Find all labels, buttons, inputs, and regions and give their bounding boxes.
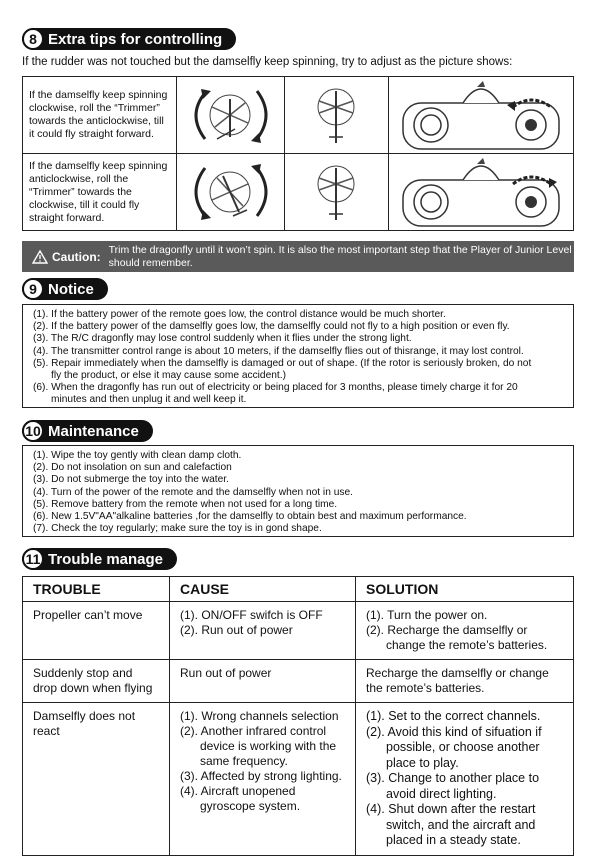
cause-line: (2). Run out of power [180,623,293,637]
list-item: (6). When the dragonfly has run out of electricity or being placed for 3 months, please timely charge it for 20 [33,382,518,394]
solution-line: (1). Turn the power on. [366,608,488,622]
table-header-row [23,577,574,602]
trim-tip-text: If the damselfly keep spinning clockwise, roll the “Trimmer” towards the anticlockwise, till it could fly straight forward. [23,77,177,154]
section-10-header [22,420,153,442]
trim-tips-table [22,76,574,231]
section-title: Extra tips for controlling [48,30,223,48]
solution-line: (4). Shut down after the restart switch, and the aircraft and placed in a steady state. [366,802,536,847]
solution-line: (2). Avoid this kind of sifuation if possible, or choose another place to play. [366,724,542,770]
list-item: (6). New 1.5V"AA"alkaline batteries ,for the damselfly to obtain best and maximum performance. [33,511,467,523]
list-item: (7). Check the toy regularly; make sure the toy is in gond shape. [33,523,322,535]
cause-line: (3). Affected by strong lighting. [180,769,342,783]
trouble-cell: Propeller can’t move [23,602,170,660]
section-8-header [22,28,236,50]
section-number: 9 [22,278,44,300]
trouble-cell: Suddenly stop and drop down when flying [23,660,170,703]
spinning-clockwise-illustration [177,77,285,154]
flying-straight-illustration [285,77,389,154]
trouble-cell: Damselfly does not react [23,703,170,856]
warning-triangle-icon [32,250,48,264]
solution-cell: Recharge the damselfly or change the remote’s batteries. [356,660,574,703]
list-item: (4). The transmitter control range is about 10 meters, if the damselfly flies out of thisrange, it may lost control. [33,345,524,357]
cause-line: (4). Aircraft unopened gyroscope system. [180,784,301,813]
cause-line: (1). ON/OFF swifch is OFF [180,608,323,622]
list-item-continuation: fly the product, or else it may cause some accident.) [51,370,286,382]
column-header-solution: SOLUTION [356,577,574,602]
remote-trimmer-clockwise-illustration [389,154,574,231]
list-item: (3). The R/C dragonfly may lose control suddenly when it flies under the strong light. [33,333,412,345]
list-item: (1). Wipe the toy gently with clean damp cloth. [33,450,242,461]
list-item-continuation: minutes and then unplug it and well keep it. [51,394,247,406]
section-11-header [22,548,177,570]
section-title: Maintenance [48,422,139,440]
cause-cell [170,602,356,660]
list-item: (2). Do not insolation on sun and calefaction [33,462,232,474]
solution-line: (3). Change to another place to avoid direct lighting. [366,771,540,801]
maintenance-list [22,445,574,537]
list-item: (2). If the battery power of the damselfly goes low, the damselfly could not fly to a high position or even fly. [33,321,510,333]
section-title: Notice [48,280,94,298]
cause-cell: Run out of power [170,660,356,703]
cause-cell [170,703,356,856]
trim-tip-row-clockwise [23,77,574,154]
cause-line: (2). Another infrared control device is working with the same frequency. [180,724,337,768]
solution-line: (1). Set to the correct channels. [366,709,541,723]
section-number: 8 [22,28,44,50]
column-header-cause: CAUSE [170,577,356,602]
trim-tip-row-anticlockwise [23,154,574,231]
flying-straight-illustration [285,154,389,231]
table-row [23,660,574,703]
section-number: 11 [22,548,44,570]
remote-trimmer-anticlockwise-illustration [389,77,574,154]
solution-cell [356,602,574,660]
section-9-header [22,278,108,300]
solution-line: (2). Recharge the damselfly or change the remote’s batteries. [366,623,548,652]
table-row [23,703,574,856]
notice-list [22,304,574,408]
section-8-intro: If the rudder was not touched but the damselfly keep spinning, try to adjust as the picture shows: [22,56,513,68]
caution-label: Caution: [52,249,101,264]
list-item: (5). Repair immediately when the damselfly is damaged or out of shape. (If the rotor is seriously broken, do not [33,357,532,369]
spinning-anticlockwise-illustration [177,154,285,231]
cause-line: (1). Wrong channels selection [180,709,339,723]
caution-banner [22,241,574,272]
list-item: (3). Do not submerge the toy into the water. [33,474,229,486]
section-number: 10 [22,420,44,442]
list-item: (1). If the battery power of the remote goes low, the control distance would be much shorter. [33,309,446,320]
table-row [23,602,574,660]
caution-text: Trim the dragonfly until it won’t spin. It is also the most important step that the Player of Junior Level should remember. [108,243,572,269]
list-item: (5). Remove battery from the remote when not used for a long time. [33,498,338,510]
trim-tip-text: If the damselfly keep spinning anticlockwise, roll the “Trimmer” towards the clockwise, till it could fly straight forward. [23,154,177,231]
column-header-trouble: TROUBLE [23,577,170,602]
section-title: Trouble manage [48,550,164,568]
list-item: (4). Turn of the power of the remote and the damselfly when not in use. [33,486,353,498]
solution-cell [356,703,574,856]
trouble-table [22,576,574,856]
